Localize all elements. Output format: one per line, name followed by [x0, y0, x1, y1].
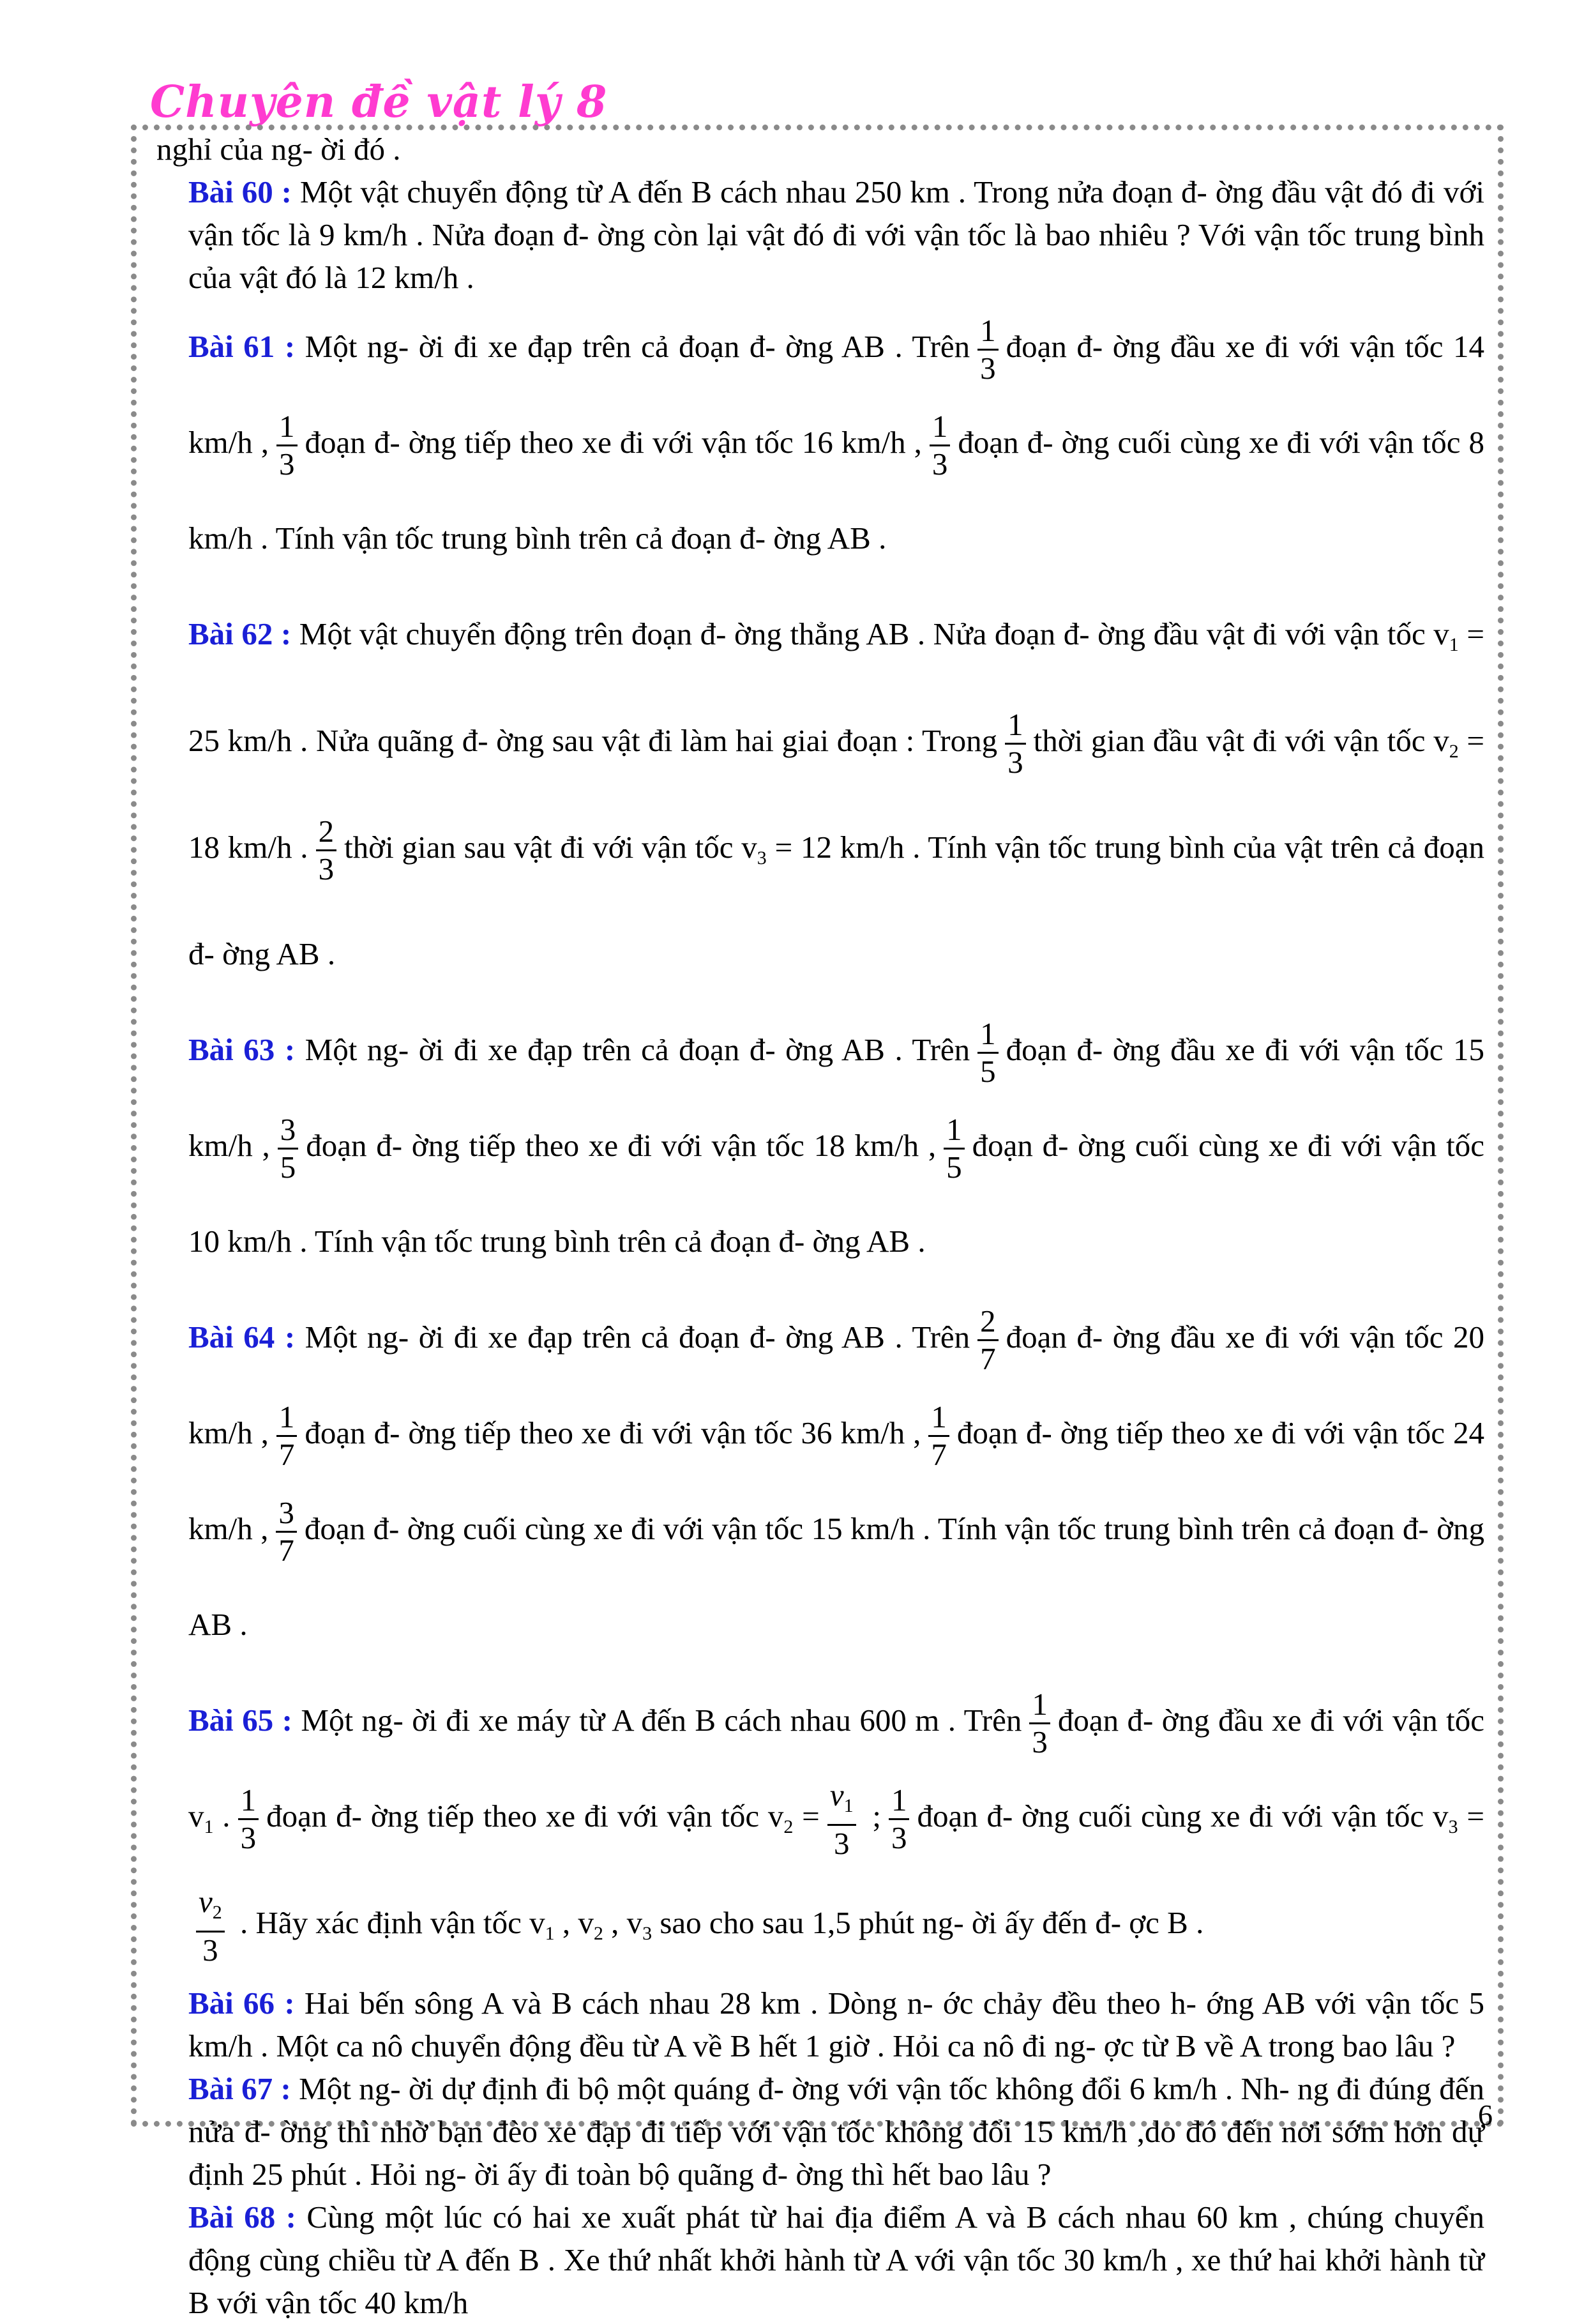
problem-label: Bài 67 :	[188, 2071, 291, 2106]
fraction: $\frac{2}{7}$	[977, 1303, 999, 1377]
problem-label: Bài 64 :	[188, 1319, 296, 1355]
problem-text: đoạn đ- ờng cuối cùng xe đi với vận tốc 8 km/h . Tính vận tốc trung bình trên cả đoạn đ- ờng AB .	[188, 425, 1484, 556]
fraction: $\frac{1}{3}$	[889, 1782, 910, 1856]
problem-label: Bài 60 :	[188, 174, 292, 209]
page-header-title: Chuyên đề vật lý 8	[150, 77, 608, 128]
fraction: $\frac{v_1}{3}$	[827, 1777, 856, 1862]
problem-text: Một vật chuyển động trên đoạn đ- ờng thẳng AB . Nửa đoạn đ- ờng đầu vật đi với vận tốc v	[291, 616, 1449, 651]
problem-64: Bài 64 : Một ng- ời đi xe đạp trên cả đoạn đ- ờng AB . Trên $\frac{2}{7}$ đoạn đ- ờng đầu xe đi với vận tốc 20 km/h , $\frac{1}{7}$ đoạn đ- ờng tiếp theo xe đi với vận tốc 36 km/h , $\frac{1}{7}$ đoạn đ- ờng tiếp theo xe đi với vận tốc 24 km/h , $\frac{3}{7}$ đoạn đ- ờng cuối cùng xe đi với vận tốc 15 km/h . Tính vận tốc trung bình trên cả đoạn đ- ờng AB .	[188, 1303, 1485, 1642]
problem-text: đoạn đ- ờng tiếp theo xe đi với vận tốc 16 km/h ,	[305, 425, 922, 460]
problem-67: Bài 67 : Một ng- ời dự định đi bộ một quáng đ- ờng với vận tốc không đổi 6 km/h . Nh- ng đi đúng đến nửa đ- ờng thì nhờ bạn đèo xe đạp đi tiếp với vận tốc không đổi 15 km/h ,do đó đến nơi sớm hơn dự định 25 phút . Hỏi ng- ời ấy đi toàn bộ quãng đ- ờng thì hết bao lâu ?	[188, 2071, 1484, 2192]
problem-label: Bài 62 :	[188, 616, 292, 651]
problem-62: Bài 62 : Một vật chuyển động trên đoạn đ- ờng thẳng AB . Nửa đoạn đ- ờng đầu vật đi với vận tốc $v_1 = 25$ km/h . Nửa quãng đ- ờng sau vật đi làm hai giai đoạn : Trong $\frac{1}{3}$ thời gian đầu vật đi với vận tốc $v_2 = 18$ km/h . $\frac{2}{3}$ thời gian sau vật đi với vận tốc $v_3 = 12$ km/h . Tính vận tốc trung bình của vật trên cả đoạn đ- ờng AB .	[188, 616, 1484, 971]
problem-label: Bài 61 :	[188, 329, 296, 364]
problem-text: đoạn đ- ờng đầu xe đi với vận tốc 14 km/h ,	[188, 329, 1485, 460]
fraction: $\frac{v_2}{3}$	[196, 1884, 225, 1968]
problem-label: Bài 66 :	[188, 1986, 295, 2021]
problem-65: Bài 65 : Một ng- ời đi xe máy từ A đến B cách nhau 600 m . Trên $\frac{1}{3}$ đoạn đ- ờng đầu xe đi với vận tốc $v_1$ . $\frac{1}{3}$ đoạn đ- ờng tiếp theo xe đi với vận tốc $v_2$ = $\frac{v_1}{3}$ ; $\frac{1}{3}$ đoạn đ- ờng cuối cùng xe đi với vận tốc $v_3$ = $\frac{v_2}{3}$ . Hãy xác định vận tốc $v_1$ , $v_2$ , $v_3$ sao cho sau 1,5 phút ng- ời ấy đến đ- ợc B .	[188, 1687, 1484, 1968]
problem-61	[156, 299, 1484, 586]
fraction: $\frac{1}{3}$	[1029, 1687, 1050, 1760]
fraction: $\frac{1}{5}$	[977, 1016, 999, 1090]
page-number: 6	[1478, 2099, 1493, 2131]
fraction: $\frac{2}{3}$	[316, 814, 337, 887]
problem-text: Một vật chuyển động từ A đến B cách nhau 250 km . Trong nửa đoạn đ- ờng đầu vật đó đi với vận tốc là 9 km/h . Nửa đoạn đ- ờng còn lại vật đó đi với vận tốc là bao nhiêu ? Với vận tốc trung bình của vật đó là 12 km/h .	[188, 174, 1485, 295]
problem-label: Bài 63 :	[188, 1032, 296, 1067]
fraction: $\frac{1}{7}$	[276, 1399, 298, 1473]
fraction: $\frac{1}{3}$	[930, 409, 951, 482]
problem-label: Bài 68 :	[188, 2199, 296, 2235]
problem-66: Bài 66 : Hai bến sông A và B cách nhau 28 km . Dòng n- ớc chảy đều theo h- ớng AB với vận tốc 5 km/h . Một ca nô chuyển động đều từ A về B hết 1 giờ . Hỏi ca nô đi ng- ợc từ B về A trong bao lâu ?	[188, 1986, 1484, 2063]
fraction: $\frac{1}{3}$	[977, 313, 999, 386]
problem-label: Bài 65 :	[188, 1703, 292, 1738]
fraction: $\frac{1}{3}$	[238, 1782, 259, 1856]
problem-60	[156, 171, 1484, 299]
fraction: $\frac{1}{3}$	[1005, 707, 1026, 780]
problem-63: Bài 63 : Một ng- ời đi xe đạp trên cả đoạn đ- ờng AB . Trên $\frac{1}{5}$ đoạn đ- ờng đầu xe đi với vận tốc 15 km/h , $\frac{3}{5}$ đoạn đ- ờng tiếp theo xe đi với vận tốc 18 km/h , $\frac{1}{5}$ đoạn đ- ờng cuối cùng xe đi với vận tốc 10 km/h . Tính vận tốc trung bình trên cả đoạn đ- ờng AB .	[188, 1016, 1485, 1259]
fraction: $\frac{3}{5}$	[278, 1112, 299, 1185]
problem-text: Một ng- ời đi xe đạp trên cả đoạn đ- ờng AB . Trên	[295, 329, 970, 364]
fraction: $\frac{1}{7}$	[928, 1399, 949, 1473]
fraction: $\frac{3}{7}$	[276, 1495, 297, 1568]
intro-line: nghỉ của ng- ời đó .	[156, 132, 401, 167]
fraction: $\frac{1}{5}$	[944, 1112, 965, 1185]
fraction: $\frac{1}{3}$	[276, 409, 298, 482]
problem-68: Bài 68 : Cùng một lúc có hai xe xuất phát từ hai địa điểm A và B cách nhau 60 km , chúng chuyển động cùng chiều từ A đến B . Xe thứ nhất khởi hành từ A với vận tốc 30 km/h , xe thứ hai khởi hành từ B với vận tốc 40 km/h	[188, 2199, 1484, 2320]
document-body	[156, 128, 1484, 2324]
